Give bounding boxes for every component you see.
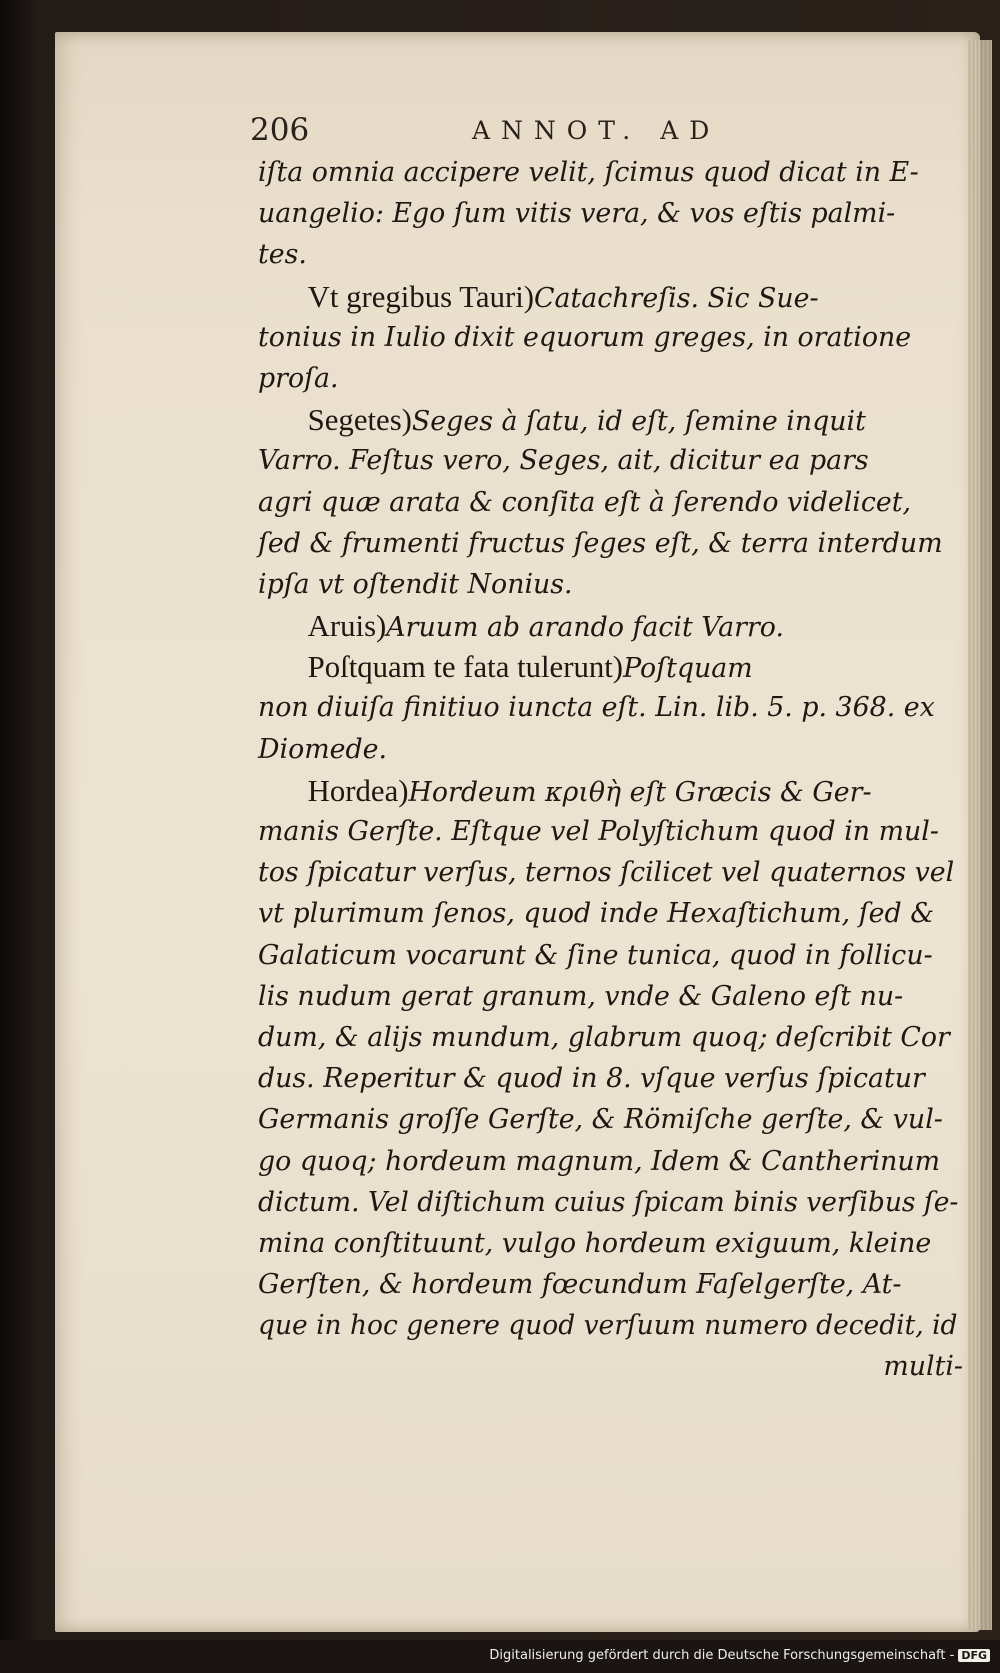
- line-text: go quoq; hordeum magnum, Idem & Cantherinum: [258, 1145, 941, 1177]
- text-line: [263, 1346, 963, 1387]
- dfg-logo: DFG: [958, 1649, 990, 1662]
- line-text: agri quæ arata & conſita eſt à ſerendo videlicet,: [258, 486, 912, 518]
- text-line: [258, 646, 958, 687]
- text-line: [258, 564, 958, 605]
- text-line: [258, 976, 958, 1017]
- line-text: ſed & frumenti fructus ſeges eſt, & terra interdum: [258, 527, 943, 559]
- line-text: tonius in Iulio dixit equorum greges, in oratione: [258, 321, 912, 353]
- text-line: [258, 811, 958, 852]
- credit-text: Digitalisierung gefördert durch die Deutsche Forschungsgemeinschaft -: [489, 1648, 955, 1663]
- text-line: [258, 1017, 958, 1058]
- lemma: Aruis): [307, 608, 387, 644]
- line-text: Varro. Feſtus vero, Seges, ait, dicitur ea pars: [258, 445, 869, 477]
- text-line: [258, 1223, 958, 1264]
- text-line: [258, 687, 958, 728]
- running-head: [250, 112, 950, 152]
- text-line: [258, 729, 958, 770]
- digitization-credit: [489, 1648, 990, 1663]
- line-text: dictum. Vel diſtichum cuius ſpicam binis verſibus ſe-: [258, 1186, 959, 1218]
- page-edge-stack: [968, 40, 992, 1630]
- line-text: proſa.: [258, 362, 339, 394]
- line-text: ipſa vt oſtendit Nonius.: [258, 568, 573, 600]
- line-text: Poſtquam: [623, 653, 753, 685]
- line-text: multi-: [883, 1351, 963, 1383]
- text-line: [258, 1099, 958, 1140]
- text-body: [258, 152, 963, 1388]
- text-line: [258, 276, 958, 317]
- line-text: vt plurimum ſenos, quod inde Hexaſtichum, ſed &: [258, 898, 935, 930]
- text-line: [258, 1264, 958, 1305]
- line-text: iſta omnia accipere velit, ſcimus quod dicat in E-: [258, 157, 919, 188]
- line-text: dum, & alijs mundum, glabrum quoq; deſcribit Cor: [258, 1021, 950, 1053]
- text-line: [258, 193, 958, 234]
- text-line: [258, 1058, 958, 1099]
- text-line: [258, 358, 958, 399]
- text-line: [258, 605, 958, 646]
- text-line: [258, 770, 958, 811]
- line-text: lis nudum gerat granum, vnde & Galeno eſt nu-: [258, 980, 904, 1012]
- lemma: Hordea): [307, 772, 409, 808]
- running-title: ANNOT. AD: [472, 116, 721, 145]
- line-text: uangelio: Ego ſum vitis vera, & vos eſtis palmi-: [258, 198, 896, 230]
- line-text: Aruum ab arando facit Varro.: [386, 612, 784, 644]
- text-line: [258, 440, 958, 481]
- line-text: manis Gerſte. Eſtque vel Polyſtichum quod in mul-: [258, 816, 939, 847]
- line-text: non diuiſa finitiuo iuncta eſt. Lin. lib. 5. p. 368. ex: [258, 692, 935, 724]
- text-line: [258, 523, 958, 564]
- text-line: [258, 482, 958, 523]
- text-line: [258, 317, 958, 358]
- text-line: [258, 152, 958, 193]
- text-line: [258, 1141, 958, 1182]
- line-text: Galaticum vocarunt & ſine tunica, quod in follicu-: [258, 939, 933, 971]
- line-text: Germanis groſſe Gerſte, & Römiſche gerſte, & vul-: [258, 1104, 943, 1136]
- text-line: [258, 1182, 959, 1223]
- text-line: [258, 399, 958, 440]
- line-text: dus. Reperitur & quod in 8. vſque verſus ſpicatur: [258, 1063, 925, 1095]
- line-text: Diomede.: [258, 733, 388, 765]
- line-text: tos ſpicatur verſus, ternos ſcilicet vel quaternos vel: [258, 857, 955, 889]
- line-text: Hordeum κριθὴ eſt Græcis & Ger-: [408, 776, 872, 808]
- line-text: que in hoc genere quod verſuum numero decedit, id: [258, 1310, 958, 1342]
- text-line: [258, 852, 958, 893]
- line-text: Catachreſis. Sic Sue-: [534, 282, 819, 314]
- line-text: tes.: [258, 239, 307, 271]
- text-line: [258, 234, 958, 275]
- lemma: Segetes): [307, 402, 412, 438]
- line-text: Gerſten, & hordeum fœcundum Faſelgerſte, At-: [258, 1269, 902, 1301]
- lemma: Vt gregibus Tauri): [307, 278, 535, 314]
- page-number: 206: [250, 112, 310, 148]
- line-text: Seges à ſatu, id eſt, ſemine inquit: [411, 406, 866, 438]
- line-text: mina conſtituunt, vulgo hordeum exiguum, kleine: [258, 1227, 932, 1259]
- text-line: [258, 893, 958, 934]
- lemma: Poſtquam te fata tulerunt): [307, 649, 624, 685]
- text-line: [258, 935, 958, 976]
- text-line: [258, 1305, 958, 1346]
